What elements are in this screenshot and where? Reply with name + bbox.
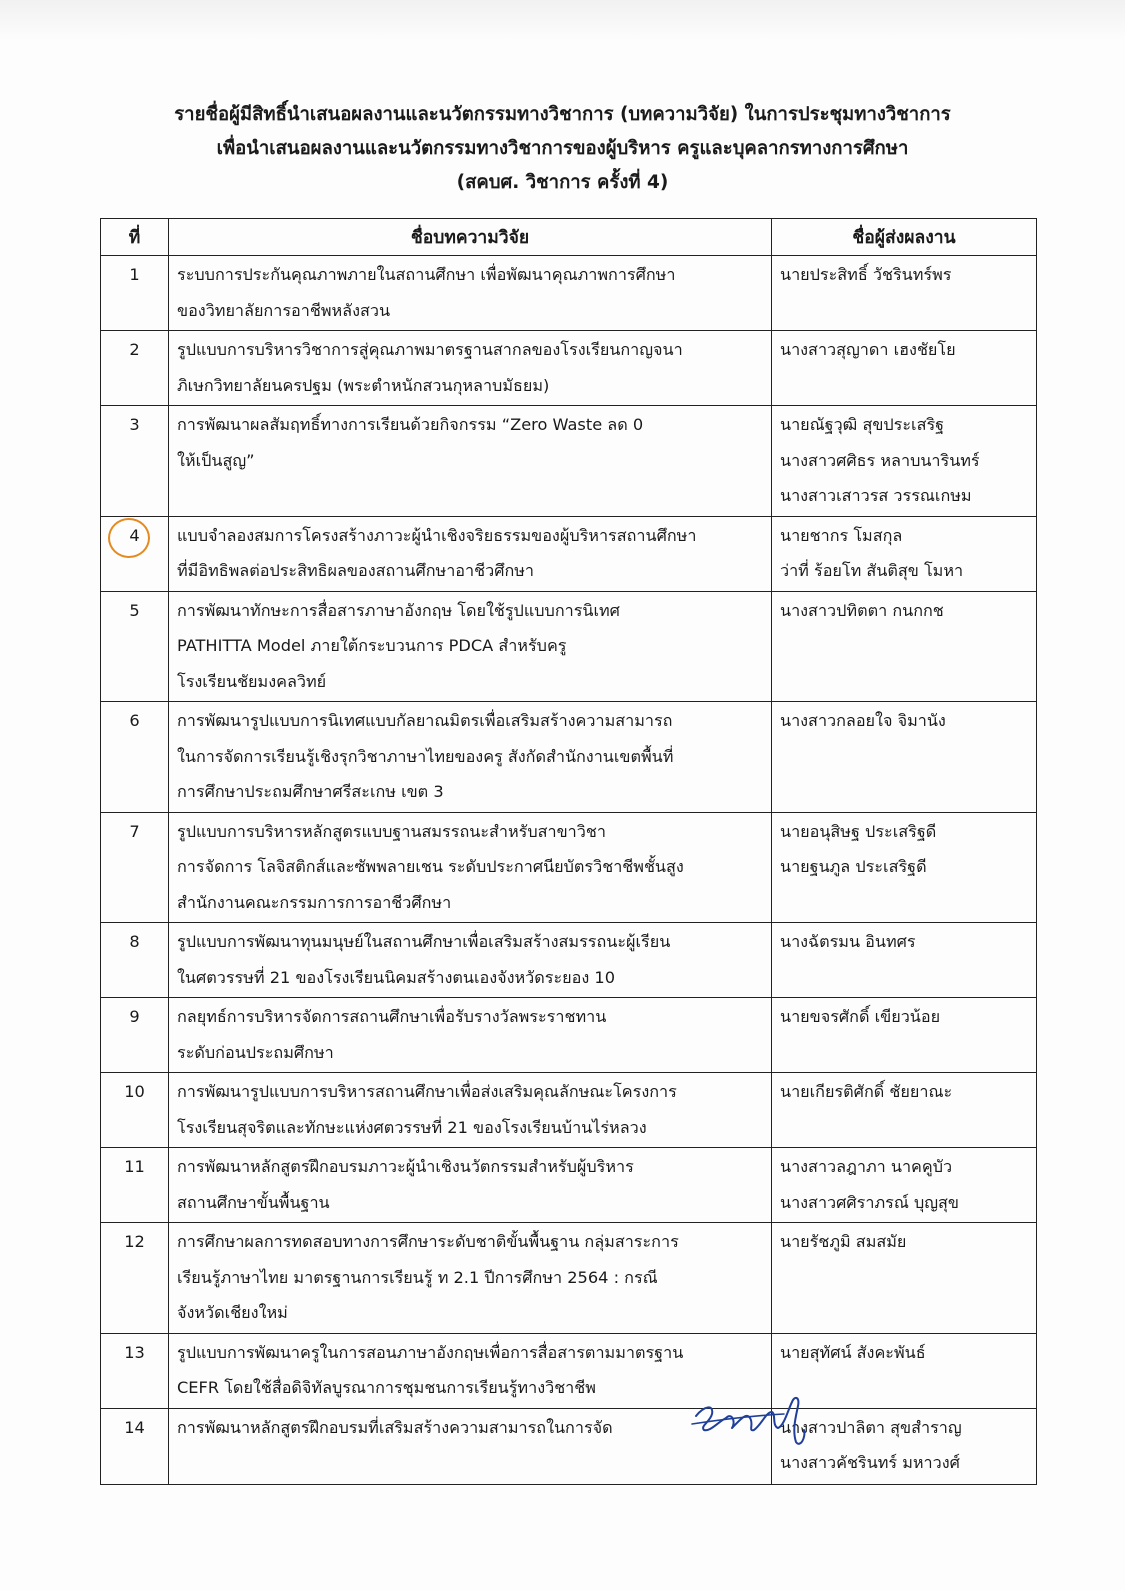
row-number-cell [101, 923, 169, 998]
article-title-line: โรงเรียนชัยมงคลวิทย์ [177, 671, 327, 691]
article-title-line: ที่มีอิทธิพลต่อประสิทธิผลของสถานศึกษาอาชีวศึกษา [177, 561, 535, 580]
row-number-cell [101, 702, 169, 813]
article-title-line: ในการจัดการเรียนรู้เชิงรุกวิชาภาษาไทยของครู สังกัดสำนักงานเขตพื้นที่ [177, 746, 674, 766]
row-number-cell [101, 998, 169, 1073]
author-name: นางสาวคัชรินทร์ มหาวงศ์ [780, 1453, 960, 1472]
row-number: 7 [129, 821, 140, 841]
header-title: ชื่อบทความวิจัย [169, 219, 772, 256]
row-number: 4 [129, 525, 140, 545]
row-number-cell [101, 1408, 169, 1484]
title-line-3: (สคบศ. วิชาการ ครั้งที่ 4) [456, 172, 669, 193]
article-title-cell [169, 1408, 772, 1484]
author-cell [772, 516, 1037, 591]
presenters-table [100, 218, 1037, 1485]
table-row [101, 256, 1037, 331]
title-line-1: รายชื่อผู้มีสิทธิ์นำเสนอผลงานและนวัตกรรมทางวิชาการ (บทความวิจัย) ในการประชุมทางวิชาการ [174, 104, 951, 125]
table-row [101, 1148, 1037, 1223]
author-name: นายขจรศักดิ์ เขียวน้อย [780, 1007, 941, 1026]
article-title-line: การศึกษาประถมศึกษาศรีสะเกษ เขต 3 [177, 782, 444, 801]
row-number-cell [101, 812, 169, 923]
author-name: นางฉัตรมน อินทศร [780, 932, 916, 951]
table-row [101, 1333, 1037, 1408]
article-title-line: ของวิทยาลัยการอาชีพหลังสวน [177, 300, 391, 320]
table-row [101, 702, 1037, 813]
row-number-cell [101, 1223, 169, 1334]
article-title-line: รูปแบบการพัฒนาทุนมนุษย์ในสถานศึกษาเพื่อเสริมสร้างสมรรถนะผู้เรียน [177, 932, 671, 951]
row-number-cell [101, 516, 169, 591]
article-title-line: PATHITTA Model ภายใต้กระบวนการ PDCA สำหรับครู [177, 636, 567, 655]
author-name: นายอนุสิษฐ ประเสริฐดี [780, 821, 937, 841]
row-number: 12 [124, 1232, 145, 1251]
document-title [60, 98, 1065, 200]
article-title-line: CEFR โดยใช้สื่อดิจิทัลบูรณาการชุมชนการเรียนรู้ทางวิชาชีพ [177, 1378, 596, 1397]
row-number: 5 [129, 600, 140, 620]
row-number-cell [101, 591, 169, 702]
article-title-line: สำนักงานคณะกรรมการการอาชีวศึกษา [177, 892, 452, 912]
author-cell [772, 591, 1037, 702]
author-name: ว่าที่ ร้อยโท สันติสุข โมหา [780, 561, 964, 580]
article-title-line: การพัฒนารูปแบบการนิเทศแบบกัลยาณมิตรเพื่อเสริมสร้างความสามารถ [177, 711, 673, 730]
handwritten-signature [688, 1382, 818, 1452]
table-header-row [101, 219, 1037, 256]
author-name: นางสาวกลอยใจ จิมานัง [780, 711, 946, 730]
author-name: นายณัฐวุฒิ สุขประเสริฐ [780, 415, 945, 434]
table-row [101, 516, 1037, 591]
article-title-line: ภิเษกวิทยาลัยนครปฐม (พระตำหนักสวนกุหลาบมัธยม) [177, 375, 550, 395]
table-row [101, 998, 1037, 1073]
article-title-line: การพัฒนาทักษะการสื่อสารภาษาอังกฤษ โดยใช้รูปแบบการนิเทศ [177, 600, 620, 620]
row-number: 9 [129, 1007, 140, 1026]
article-title-cell [169, 702, 772, 813]
table-row [101, 1073, 1037, 1148]
author-name: นายสุทัศน์ สังคะพันธ์ [780, 1342, 926, 1362]
article-title-line: โรงเรียนสุจริตและทักษะแห่งศตวรรษที่ 21 ของโรงเรียนบ้านไร่หลวง [177, 1117, 647, 1137]
row-number-cell [101, 331, 169, 406]
author-name: นายเกียรติศักดิ์ ชัยยาณะ [780, 1082, 953, 1101]
table-row [101, 1223, 1037, 1334]
author-cell [772, 923, 1037, 998]
article-title-cell [169, 1148, 772, 1223]
table-row [101, 331, 1037, 406]
article-title-cell [169, 923, 772, 998]
author-name: นางสาวศศิธร หลาบนารินทร์ [780, 450, 980, 470]
row-number: 3 [129, 415, 140, 434]
author-cell [772, 256, 1037, 331]
row-number: 8 [129, 932, 140, 951]
article-title-line: ให้เป็นสูญ” [177, 450, 255, 470]
author-cell [772, 812, 1037, 923]
article-title-cell [169, 516, 772, 591]
row-number: 1 [129, 265, 140, 284]
article-title-line: การพัฒนารูปแบบการบริหารสถานศึกษาเพื่อส่งเสริมคุณลักษณะโครงการ [177, 1082, 677, 1101]
author-cell [772, 702, 1037, 813]
table-row [101, 591, 1037, 702]
author-name: นายชากร โมสกุล [780, 525, 903, 545]
article-title-cell [169, 812, 772, 923]
article-title-cell [169, 331, 772, 406]
article-title-cell [169, 256, 772, 331]
article-title-line: แบบจำลองสมการโครงสร้างภาวะผู้นำเชิงจริยธรรมของผู้บริหารสถานศึกษา [177, 525, 697, 545]
article-title-line: รูปแบบการพัฒนาครูในการสอนภาษาอังกฤษเพื่อการสื่อสารตามมาตรฐาน [177, 1342, 684, 1362]
author-name: นายประสิทธิ์ วัชรินทร์พร [780, 265, 952, 284]
header-author: ชื่อผู้ส่งผลงาน [772, 219, 1037, 256]
article-title-line: การศึกษาผลการทดสอบทางการศึกษาระดับชาติขั้นพื้นฐาน กลุ่มสาระการ [177, 1232, 679, 1251]
row-number: 14 [124, 1417, 145, 1437]
author-name: นางสาวสุญาดา เฮงชัยโย [780, 340, 956, 359]
article-title-cell [169, 1073, 772, 1148]
scan-edge-shadow [0, 0, 1125, 40]
article-title-cell [169, 1333, 772, 1408]
author-cell [772, 331, 1037, 406]
table-body [101, 256, 1037, 1485]
article-title-line: ระดับก่อนประถมศึกษา [177, 1042, 334, 1062]
row-number-cell [101, 1073, 169, 1148]
article-title-line: การพัฒนาผลสัมฤทธิ์ทางการเรียนด้วยกิจกรรม “Zero Waste ลด 0 [177, 415, 644, 434]
row-number-cell [101, 256, 169, 331]
author-cell [772, 998, 1037, 1073]
author-name: นายรัชภูมิ สมสมัย [780, 1232, 907, 1251]
row-number: 2 [129, 340, 140, 359]
author-name: นางสาวเสาวรส วรรณเกษม [780, 486, 972, 505]
title-line-2: เพื่อนำเสนอผลงานและนวัตกรรมทางวิชาการของผู้บริหาร ครูและบุคลากรทางการศึกษา [216, 138, 909, 159]
article-title-line: การพัฒนาหลักสูตรฝึกอบรมภาวะผู้นำเชิงนวัตกรรมสำหรับผู้บริหาร [177, 1157, 634, 1176]
author-cell [772, 406, 1037, 517]
row-number: 11 [124, 1157, 145, 1176]
table-row [101, 923, 1037, 998]
author-name: นางสาวปาลิตา สุขสำราญ [780, 1417, 962, 1437]
author-name: นางสาวศศิราภรณ์ บุญสุข [780, 1192, 959, 1212]
article-title-cell [169, 591, 772, 702]
table-row [101, 406, 1037, 517]
article-title-line: จังหวัดเชียงใหม่ [177, 1303, 288, 1322]
article-title-cell [169, 1223, 772, 1334]
row-number-cell [101, 1148, 169, 1223]
table-row [101, 1408, 1037, 1484]
author-cell [772, 1223, 1037, 1334]
article-title-cell [169, 998, 772, 1073]
author-cell [772, 1073, 1037, 1148]
article-title-line: การพัฒนาหลักสูตรฝึกอบรมที่เสริมสร้างความสามารถในการจัด [177, 1417, 613, 1437]
article-title-line: รูปแบบการบริหารวิชาการสู่คุณภาพมาตรฐานสากลของโรงเรียนกาญจนา [177, 340, 683, 359]
article-title-line: สถานศึกษาขั้นพื้นฐาน [177, 1192, 330, 1212]
author-name: นางสาวปทิตตา กนกกช [780, 600, 944, 620]
row-number: 13 [124, 1342, 145, 1362]
hand-drawn-circle-mark-icon [108, 518, 150, 558]
article-title-cell [169, 406, 772, 517]
row-number-cell [101, 406, 169, 517]
article-title-line: ในศตวรรษที่ 21 ของโรงเรียนนิคมสร้างตนเองจังหวัดระยอง 10 [177, 967, 616, 987]
article-title-line: กลยุทธ์การบริหารจัดการสถานศึกษาเพื่อรับรางวัลพระราชทาน [177, 1007, 607, 1026]
row-number-cell [101, 1333, 169, 1408]
article-title-line: ระบบการประกันคุณภาพภายในสถานศึกษา เพื่อพัฒนาคุณภาพการศึกษา [177, 265, 676, 284]
author-name: นางสาวลฎาภา นาคคูบัว [780, 1157, 953, 1176]
author-cell [772, 1148, 1037, 1223]
article-title-line: เรียนรู้ภาษาไทย มาตรฐานการเรียนรู้ ท 2.1 ปีการศึกษา 2564 : กรณี [177, 1267, 658, 1287]
row-number: 6 [129, 711, 140, 730]
row-number: 10 [124, 1082, 145, 1101]
article-title-line: การจัดการ โลจิสติกส์และซัพพลายเชน ระดับประกาศนียบัตรวิชาชีพชั้นสูง [177, 857, 684, 876]
table-row [101, 812, 1037, 923]
author-name: นายฐนภูล ประเสริฐดี [780, 857, 927, 876]
article-title-line: รูปแบบการบริหารหลักสูตรแบบฐานสมรรถนะสำหรับสาขาวิชา [177, 821, 606, 841]
header-no: ที่ [101, 219, 169, 256]
